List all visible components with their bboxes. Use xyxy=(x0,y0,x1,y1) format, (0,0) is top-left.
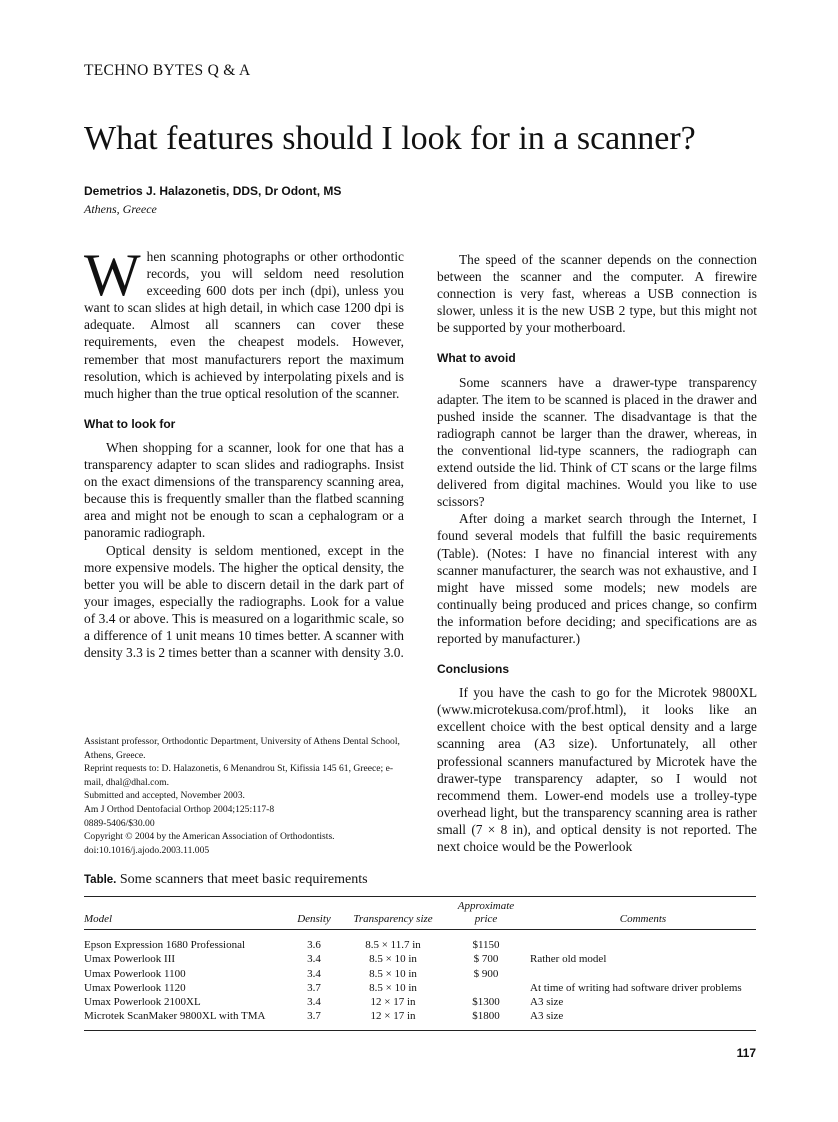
cell-model: Umax Powerlook 1120 xyxy=(84,981,186,994)
col-size: Transparency size xyxy=(353,913,433,925)
heading-conclusions: Conclusions xyxy=(437,662,510,677)
footnote: Submitted and accepted, November 2003. xyxy=(84,790,245,802)
table-bottom-rule xyxy=(84,1030,756,1031)
cell-model: Umax Powerlook 2100XL xyxy=(84,996,201,1009)
scanner-table xyxy=(84,900,756,1024)
affiliation: Athens, Greece xyxy=(84,202,157,216)
cell-price: $1150 xyxy=(472,939,500,951)
heading-what-to-avoid: What to avoid xyxy=(437,351,516,366)
col-density: Density xyxy=(297,913,331,925)
cell-comments xyxy=(530,967,756,981)
col-price xyxy=(442,900,530,930)
paragraph: If you have the cash to go for the Microtek 9800XL (www.microtekusa.com/prof.html), it looks like an excellent choice with the best optical density and a large scanning area (A3 size). Unfortunately, all other professional scanners manufactured by Microtek have the drawer-type transparency adapter, so I would not recommend them. Lower-end models use a trolley-type overhead light, but the transparency scanning area is rather small (7 × 8 in), and optical density is not reported. The next choice would be the Powerlook xyxy=(437,685,757,854)
cell-price xyxy=(442,981,530,995)
cell-price: $1300 xyxy=(472,996,500,1009)
table-row xyxy=(84,995,756,1009)
cell-comments: A3 size xyxy=(530,1010,564,1023)
page-number: 117 xyxy=(736,1046,756,1060)
table-top-rule xyxy=(84,896,756,897)
article-title: What features should I look for in a scanner? xyxy=(84,120,696,157)
section-label: TECHNO BYTES Q & A xyxy=(84,62,251,79)
cell-comments: At time of writing had software driver problems xyxy=(530,981,742,994)
author: Demetrios J. Halazonetis, DDS, Dr Odont, MS xyxy=(84,184,342,198)
table-row xyxy=(84,981,756,995)
table-label: Table. xyxy=(84,874,117,886)
table-caption xyxy=(84,872,368,888)
footnote: doi:10.1016/j.ajodo.2003.11.005 xyxy=(84,844,210,856)
cell-size: 12 × 17 in xyxy=(370,996,416,1009)
table-caption-text: Some scanners that meet basic requirements xyxy=(119,872,368,887)
cell-model: Epson Expression 1680 Professional xyxy=(84,939,246,951)
cell-density: 3.7 xyxy=(307,1010,321,1023)
footnote: Copyright © 2004 by the American Association of Orthodontists. xyxy=(84,831,335,843)
col-price-top: Approximate xyxy=(457,900,515,912)
cell-comments: A3 size xyxy=(530,996,564,1009)
cell-model: Umax Powerlook III xyxy=(84,953,176,966)
cell-density: 3.7 xyxy=(307,981,321,994)
footnote: 0889-5406/$30.00 xyxy=(84,817,155,829)
cell-size: 8.5 × 10 in xyxy=(369,953,417,966)
cell-model: Umax Powerlook 1100 xyxy=(84,967,186,980)
left-column xyxy=(84,242,404,661)
cell-price: $ 700 xyxy=(473,953,499,966)
paragraph: After doing a market search through the Internet, I found several models that fulfill the basic requirements (Table). (Notes: I have no financial interest with any scanner manufacturer, the search was not exhaustive, and I might have missed some models; new models are continually being produced and prices change, so confirm the information before deciding; and specifications are as reported by manufacturer.) xyxy=(437,511,757,646)
col-price-bottom: price xyxy=(474,913,498,925)
cell-size: 8.5 × 11.7 in xyxy=(365,939,421,951)
footnote: Am J Orthod Dentofacial Orthop 2004;125:117-8 xyxy=(84,803,275,815)
paragraph: Optical density is seldom mentioned, except in the more expensive models. The higher the optical density, the better you will be able to discern detail in the dark part of your images, especially the radiographs. Look for a value of 3.4 or above. This is measured on a logarithmic scale, so a difference of 1 unit means 10 times better. A scanner with density 3.3 is 2 times better than a scanner with density 3.0. xyxy=(84,542,404,661)
cell-density: 3.4 xyxy=(307,996,321,1009)
drop-cap: W xyxy=(84,242,141,308)
right-column xyxy=(437,251,757,855)
heading-what-to-look-for: What to look for xyxy=(84,416,176,431)
footnote: Reprint requests to: D. Halazonetis, 6 Menandrou St, Kifissia 145 61, Greece; e-mail, dhal@dhal.com. xyxy=(84,763,394,788)
cell-density: 3.6 xyxy=(307,939,321,951)
cell-comments xyxy=(530,938,756,952)
cell-price: $1800 xyxy=(472,1010,500,1023)
paragraph: The speed of the scanner depends on the connection between the scanner and the computer. A firewire connection is very fast, whereas a USB connection is slower, unless it is the new USB 2 type, but this might not be supported by your motherboard. xyxy=(437,252,757,336)
table-row xyxy=(84,938,756,952)
paragraph: Some scanners have a drawer-type transparency adapter. The item to be scanned is placed in the drawer and pushed inside the scanner. The disadvantage is that the radiograph cannot be larger than the drawer, whereas, in the conventional lid-type scanners, the radiograph can extend outside the lid. Think of CT scans or the large films delivered from digital machines. Would you like to use scissors? xyxy=(437,374,757,510)
cell-density: 3.4 xyxy=(307,953,321,966)
cell-size: 8.5 × 10 in xyxy=(369,981,417,994)
cell-price: $ 900 xyxy=(473,967,499,980)
col-model: Model xyxy=(84,913,113,925)
table-row xyxy=(84,967,756,981)
table-row xyxy=(84,1009,756,1023)
cell-size: 8.5 × 10 in xyxy=(369,967,417,980)
intro-text: hen scanning photographs or other orthodontic records, you will seldom need resolution exceeding 600 dots per inch (dpi), unless you want to scan slides at high detail, in which case 1200 dpi is adequate. Almost all scanners can cover these requirements, even the cheapest models. However, remember that most manufacturers report the maximum resolution, which is achieved by interpolating pixels and is much higher than the true optical resolution of the scanner. xyxy=(84,249,404,401)
cell-comments: Rather old model xyxy=(530,953,607,966)
paragraph: When shopping for a scanner, look for one that has a transparency adapter to scan slides and radiographs. Insist on the exact dimensions of the transparency scanning area, because this is frequently smaller than the flatbed scanning area and might not be enough to scan a cephalogram or a panoramic radiograph. xyxy=(84,439,404,541)
cell-size: 12 × 17 in xyxy=(370,1010,416,1023)
cell-model: Microtek ScanMaker 9800XL with TMA xyxy=(84,1010,266,1023)
table-header-row xyxy=(84,900,756,930)
col-comments: Comments xyxy=(619,913,667,925)
table-row xyxy=(84,952,756,966)
intro-paragraph xyxy=(84,242,404,402)
footnote: Assistant professor, Orthodontic Department, University of Athens Dental School, Athens, Greece. xyxy=(84,736,400,761)
cell-density: 3.4 xyxy=(307,967,321,980)
footnotes xyxy=(84,735,404,857)
